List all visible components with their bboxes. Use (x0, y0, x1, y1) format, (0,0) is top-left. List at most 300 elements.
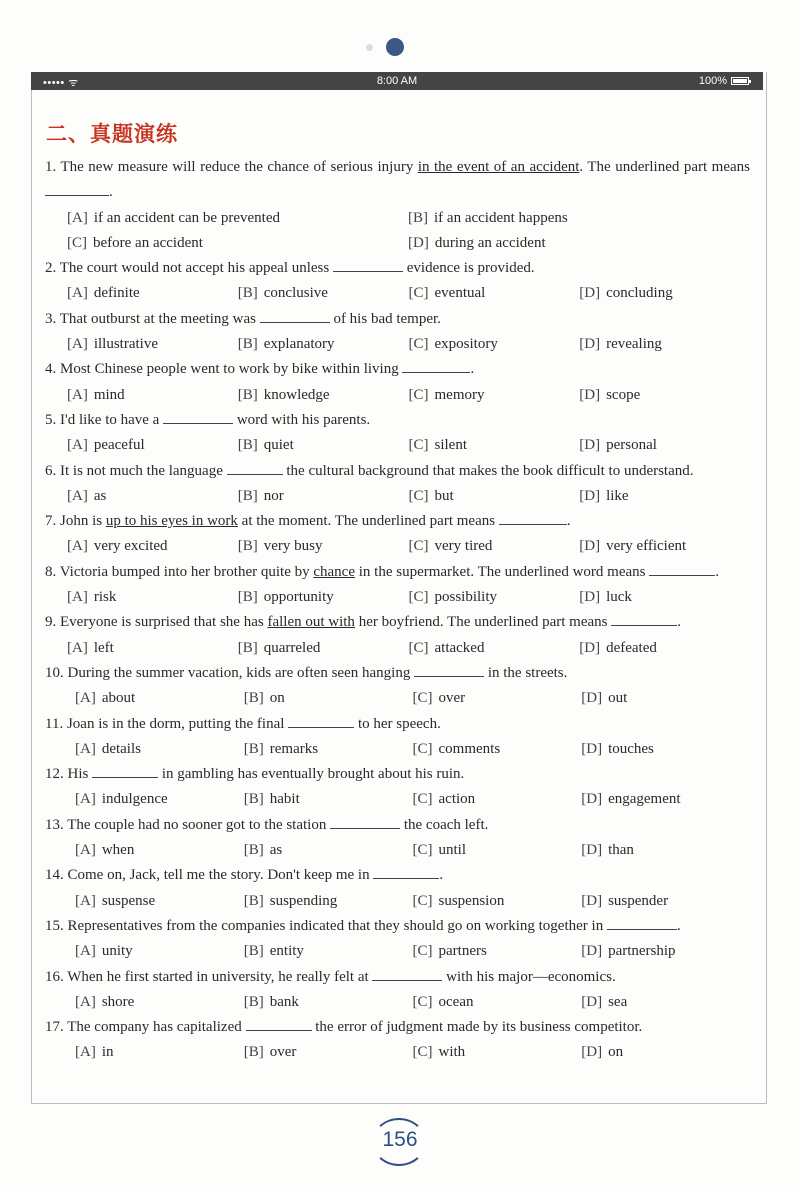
option-c[interactable] (413, 787, 582, 812)
underlined-phrase: fallen out with (267, 614, 355, 631)
stem-text: That outburst at the meeting was (59, 310, 260, 327)
option-text: if an accident happens (434, 209, 568, 226)
option-d[interactable] (581, 889, 750, 914)
stem-text: John is (60, 513, 106, 530)
option-b[interactable] (238, 636, 409, 661)
option-text: left (93, 639, 114, 656)
answer-blank[interactable] (372, 966, 442, 981)
question-number: 3. (45, 310, 57, 327)
option-letter: [A] (67, 437, 88, 454)
option-c[interactable] (409, 484, 580, 509)
option-letter: [A] (75, 892, 96, 909)
option-text: personal (606, 437, 657, 454)
option-letter: [A] (75, 1044, 96, 1061)
option-text: scope (606, 386, 641, 403)
option-a[interactable] (67, 206, 408, 231)
stem-text: evidence is provided. (403, 260, 535, 277)
page-indicator[interactable] (366, 38, 406, 58)
question-stem (45, 357, 750, 382)
answer-blank[interactable] (499, 510, 567, 525)
option-b[interactable] (238, 484, 409, 509)
section-title: 二、真题演练 (46, 122, 178, 146)
option-b[interactable] (238, 534, 409, 559)
stem-text: . The underlined part means (579, 159, 750, 175)
option-letter: [B] (237, 285, 258, 302)
option-text: suspender (608, 892, 669, 909)
option-letter: [D] (581, 943, 603, 960)
options-row (45, 990, 750, 1015)
option-letter: [A] (75, 993, 96, 1010)
answer-blank[interactable] (333, 257, 403, 272)
question-12 (45, 762, 750, 813)
option-letter: [C] (412, 993, 433, 1010)
stem-text: Most Chinese people went to work by bike within living (60, 361, 403, 378)
option-text: when (101, 842, 135, 859)
option-text: eventual (434, 285, 486, 302)
stem-text: Everyone is surprised that she has (60, 614, 268, 631)
question-number: 11. (45, 715, 64, 732)
stem-text: . (566, 513, 571, 530)
options-row (45, 281, 750, 306)
option-c[interactable] (409, 585, 580, 610)
option-b[interactable] (244, 939, 413, 964)
answer-blank[interactable] (373, 864, 439, 879)
status-bar (31, 72, 763, 90)
stem-text: When he first started in university, he really felt at (67, 968, 373, 985)
option-d[interactable] (581, 686, 750, 711)
option-a[interactable] (67, 383, 238, 408)
option-text: remarks (269, 740, 319, 757)
option-d[interactable] (579, 636, 750, 661)
question-number: 6. (45, 462, 57, 479)
signal-icon: ••••• ᯤ (43, 77, 79, 89)
stem-text: . (439, 867, 444, 884)
option-b[interactable] (244, 889, 413, 914)
option-letter: [B] (237, 437, 258, 454)
question-stem (45, 661, 750, 686)
option-b[interactable] (238, 332, 409, 357)
option-letter: [A] (67, 386, 88, 403)
option-text: until (438, 842, 467, 859)
option-c[interactable] (409, 332, 580, 357)
option-d[interactable] (581, 787, 750, 812)
options-row (45, 737, 750, 762)
answer-blank[interactable] (260, 308, 330, 323)
underlined-phrase: in the event of an accident (417, 159, 580, 175)
options-row (45, 636, 750, 661)
option-d[interactable] (581, 737, 750, 762)
option-a[interactable] (75, 787, 244, 812)
option-text: if an accident can be prevented (93, 209, 280, 226)
options-row (45, 231, 750, 256)
option-text: concluding (606, 285, 673, 302)
option-c[interactable] (413, 889, 582, 914)
option-letter: [B] (408, 209, 428, 226)
question-stem (45, 965, 750, 990)
option-letter: [D] (581, 892, 603, 909)
option-text: entity (269, 943, 304, 960)
option-text: nor (263, 487, 284, 504)
answer-blank[interactable] (45, 181, 109, 196)
option-d[interactable] (579, 534, 750, 559)
option-a[interactable] (75, 990, 244, 1015)
question-17 (45, 1015, 750, 1066)
answer-blank[interactable] (246, 1016, 312, 1031)
option-letter: [C] (408, 639, 429, 656)
option-letter: [C] (412, 690, 433, 707)
option-letter: [D] (581, 791, 603, 808)
stem-text: . (109, 184, 113, 201)
stem-text: The new measure will reduce the chance of serious injury (60, 159, 418, 175)
option-letter: [A] (75, 943, 96, 960)
question-stem (45, 256, 750, 281)
options-row (45, 433, 750, 458)
question-stem (45, 509, 750, 534)
option-text: possibility (434, 589, 498, 606)
option-b[interactable] (238, 585, 409, 610)
option-d[interactable] (581, 838, 750, 863)
question-1 (45, 155, 750, 256)
option-text: out (608, 690, 628, 707)
options-row (45, 383, 750, 408)
question-number: 14. (45, 867, 64, 884)
question-stem (45, 762, 750, 787)
option-text: very efficient (606, 538, 687, 555)
option-text: very tired (434, 538, 493, 555)
option-letter: [B] (243, 842, 264, 859)
option-letter: [A] (75, 690, 96, 707)
option-letter: [C] (412, 740, 433, 757)
option-text: than (608, 842, 634, 859)
stem-text: with his major—economics. (442, 968, 616, 985)
option-letter: [B] (237, 386, 258, 403)
page-number-badge (370, 1118, 430, 1170)
stem-text: in the supermarket. The underlined word means (355, 563, 650, 580)
option-a[interactable] (75, 1040, 244, 1065)
option-a[interactable] (75, 686, 244, 711)
question-number: 12. (45, 766, 64, 783)
battery-icon (731, 77, 749, 85)
stem-text: The couple had no sooner got to the station (67, 816, 331, 833)
options-row (45, 939, 750, 964)
option-text: before an accident (93, 234, 203, 251)
options-row (45, 787, 750, 812)
stem-text: Come on, Jack, tell me the story. Don't keep me in (67, 867, 374, 884)
question-number: 15. (45, 917, 64, 934)
stem-text: Victoria bumped into her brother quite by (59, 563, 314, 580)
option-text: on (608, 1044, 624, 1061)
option-text: over (269, 1044, 297, 1061)
option-c[interactable] (67, 231, 408, 256)
question-14 (45, 863, 750, 914)
option-a[interactable] (67, 281, 238, 306)
option-text: memory (434, 386, 485, 403)
option-d[interactable] (408, 231, 749, 256)
option-b[interactable] (238, 281, 409, 306)
option-letter: [A] (67, 487, 88, 504)
option-letter: [C] (408, 285, 429, 302)
option-letter: [C] (408, 437, 429, 454)
option-d[interactable] (579, 585, 750, 610)
option-text: action (438, 791, 476, 808)
option-c[interactable] (413, 990, 582, 1015)
question-stem (45, 1015, 750, 1040)
option-text: details (101, 740, 141, 757)
question-9 (45, 610, 750, 661)
option-letter: [C] (412, 1044, 433, 1061)
option-letter: [C] (412, 943, 433, 960)
question-stem (45, 307, 750, 332)
question-stem (45, 408, 750, 433)
question-number: 4. (45, 361, 57, 378)
option-a[interactable] (67, 484, 238, 509)
stem-text: The court would not accept his appeal unless (59, 260, 333, 277)
option-d[interactable] (579, 433, 750, 458)
question-number: 2. (45, 260, 57, 277)
stem-text: of his bad temper. (329, 310, 441, 327)
options-row (45, 585, 750, 610)
option-a[interactable] (67, 433, 238, 458)
option-text: like (606, 487, 629, 504)
option-b[interactable] (244, 737, 413, 762)
question-number: 13. (45, 816, 64, 833)
option-text: on (269, 690, 285, 707)
option-text: with (438, 1044, 466, 1061)
question-10 (45, 661, 750, 712)
option-text: during an accident (434, 234, 546, 251)
option-letter: [A] (67, 538, 88, 555)
question-stem (45, 863, 750, 888)
stem-text: . (470, 361, 475, 378)
question-3 (45, 307, 750, 358)
option-letter: [D] (579, 336, 601, 353)
option-letter: [C] (67, 234, 87, 251)
stem-text: During the summer vacation, kids are often seen hanging (67, 664, 415, 681)
option-text: indulgence (101, 791, 168, 808)
option-letter: [B] (243, 690, 264, 707)
answer-blank[interactable] (288, 713, 354, 728)
option-b[interactable] (244, 838, 413, 863)
option-letter: [B] (243, 943, 264, 960)
option-letter: [D] (408, 234, 429, 251)
question-13 (45, 813, 750, 864)
question-6 (45, 459, 750, 510)
answer-blank[interactable] (414, 662, 484, 677)
stem-text: her boyfriend. The underlined part means (354, 614, 612, 631)
option-letter: [D] (579, 285, 601, 302)
option-letter: [C] (412, 842, 433, 859)
option-letter: [B] (243, 1044, 264, 1061)
option-text: attacked (434, 639, 485, 656)
option-text: luck (606, 589, 632, 606)
option-letter: [B] (243, 791, 264, 808)
answer-blank[interactable] (227, 460, 283, 475)
page-dot-active[interactable] (386, 38, 404, 56)
answer-blank[interactable] (92, 763, 158, 778)
stem-text: to her speech. (354, 715, 441, 732)
question-number: 5. (45, 411, 57, 428)
option-text: about (101, 690, 136, 707)
option-text: explanatory (263, 336, 335, 353)
answer-blank[interactable] (402, 358, 470, 373)
option-c[interactable] (409, 433, 580, 458)
option-text: bank (269, 993, 299, 1010)
option-c[interactable] (413, 686, 582, 711)
question-list (45, 155, 750, 1066)
option-letter: [C] (408, 538, 429, 555)
option-a[interactable] (67, 636, 238, 661)
question-5 (45, 408, 750, 459)
question-2 (45, 256, 750, 307)
option-letter: [D] (581, 993, 603, 1010)
answer-blank[interactable] (163, 409, 233, 424)
question-number: 16. (45, 968, 64, 985)
option-b[interactable] (244, 990, 413, 1015)
stem-text: . (715, 563, 719, 580)
option-c[interactable] (413, 1040, 582, 1065)
option-letter: [A] (67, 285, 88, 302)
option-letter: [B] (237, 487, 258, 504)
option-text: shore (101, 993, 135, 1010)
answer-blank[interactable] (649, 561, 715, 576)
option-letter: [D] (581, 690, 603, 707)
option-letter: [D] (579, 487, 601, 504)
question-15 (45, 914, 750, 965)
option-text: engagement (608, 791, 681, 808)
option-text: definite (93, 285, 140, 302)
option-text: silent (434, 437, 467, 454)
option-c[interactable] (409, 281, 580, 306)
option-d[interactable] (581, 939, 750, 964)
option-letter: [C] (412, 892, 433, 909)
option-letter: [D] (579, 386, 601, 403)
stem-text: . (677, 614, 681, 631)
stem-text: the error of judgment made by its business competitor. (311, 1019, 643, 1036)
options-row (45, 534, 750, 559)
stem-text: I'd like to have a (60, 411, 164, 428)
option-d[interactable] (579, 332, 750, 357)
option-letter: [A] (67, 336, 88, 353)
option-letter: [B] (237, 639, 258, 656)
option-b[interactable] (244, 787, 413, 812)
underlined-phrase: chance (313, 563, 355, 580)
option-text: as (93, 487, 107, 504)
stem-text: Joan is in the dorm, putting the final (66, 715, 289, 732)
option-c[interactable] (409, 534, 580, 559)
stem-text: It is not much the language (60, 462, 227, 479)
option-text: quiet (263, 437, 294, 454)
option-d[interactable] (581, 990, 750, 1015)
option-a[interactable] (75, 939, 244, 964)
question-4 (45, 357, 750, 408)
question-11 (45, 712, 750, 763)
stem-text: in the streets. (484, 664, 568, 681)
question-number: 9. (45, 614, 57, 631)
option-d[interactable] (579, 281, 750, 306)
option-c[interactable] (409, 636, 580, 661)
battery-status (699, 75, 749, 87)
option-letter: [B] (243, 740, 264, 757)
option-letter: [D] (581, 740, 603, 757)
option-text: very busy (263, 538, 323, 555)
answer-blank[interactable] (330, 814, 400, 829)
page-dot-inactive[interactable] (366, 44, 373, 51)
option-letter: [A] (67, 639, 88, 656)
option-text: over (438, 690, 466, 707)
option-b[interactable] (244, 686, 413, 711)
option-letter: [C] (408, 336, 429, 353)
option-text: peaceful (93, 437, 145, 454)
option-letter: [A] (75, 791, 96, 808)
option-a[interactable] (67, 332, 238, 357)
option-d[interactable] (579, 383, 750, 408)
option-b[interactable] (408, 206, 749, 231)
options-row (45, 484, 750, 509)
option-text: very excited (93, 538, 168, 555)
option-letter: [B] (243, 993, 264, 1010)
question-stem (45, 610, 750, 635)
question-number: 8. (45, 563, 57, 580)
stem-text: His (67, 766, 93, 783)
option-text: quarreled (263, 639, 321, 656)
option-letter: [D] (579, 437, 601, 454)
answer-blank[interactable] (607, 915, 677, 930)
option-a[interactable] (75, 737, 244, 762)
option-c[interactable] (409, 383, 580, 408)
option-text: knowledge (263, 386, 330, 403)
option-a[interactable] (67, 585, 238, 610)
stem-text: the coach left. (400, 816, 489, 833)
option-a[interactable] (75, 889, 244, 914)
stem-text: the cultural background that makes the book difficult to understand. (282, 462, 694, 479)
option-text: conclusive (263, 285, 328, 302)
stem-text: . (676, 917, 681, 934)
option-c[interactable] (413, 939, 582, 964)
option-text: as (269, 842, 283, 859)
option-text: but (434, 487, 454, 504)
option-letter: [C] (412, 791, 433, 808)
options-row (45, 206, 750, 231)
option-text: defeated (606, 639, 657, 656)
option-c[interactable] (413, 838, 582, 863)
options-row (45, 838, 750, 863)
question-stem (45, 914, 750, 939)
option-b[interactable] (244, 1040, 413, 1065)
option-text: suspending (269, 892, 338, 909)
underlined-phrase: up to his eyes in work (105, 513, 238, 530)
option-b[interactable] (238, 383, 409, 408)
option-d[interactable] (579, 484, 750, 509)
option-d[interactable] (581, 1040, 750, 1065)
option-text: in (101, 1044, 114, 1061)
option-c[interactable] (413, 737, 582, 762)
options-row (45, 1040, 750, 1065)
stem-text: Representatives from the companies indicated that they should go on working together in (67, 917, 607, 934)
option-a[interactable] (67, 534, 238, 559)
option-a[interactable] (75, 838, 244, 863)
option-text: expository (434, 336, 498, 353)
option-text: risk (93, 589, 117, 606)
question-number: 10. (45, 664, 64, 681)
option-letter: [D] (581, 842, 603, 859)
question-number: 7. (45, 513, 57, 530)
stem-text: at the moment. The underlined part means (237, 513, 499, 530)
option-letter: [C] (408, 487, 429, 504)
option-letter: [A] (67, 209, 88, 226)
answer-blank[interactable] (611, 611, 677, 626)
option-b[interactable] (238, 433, 409, 458)
stem-text: word with his parents. (233, 411, 371, 428)
